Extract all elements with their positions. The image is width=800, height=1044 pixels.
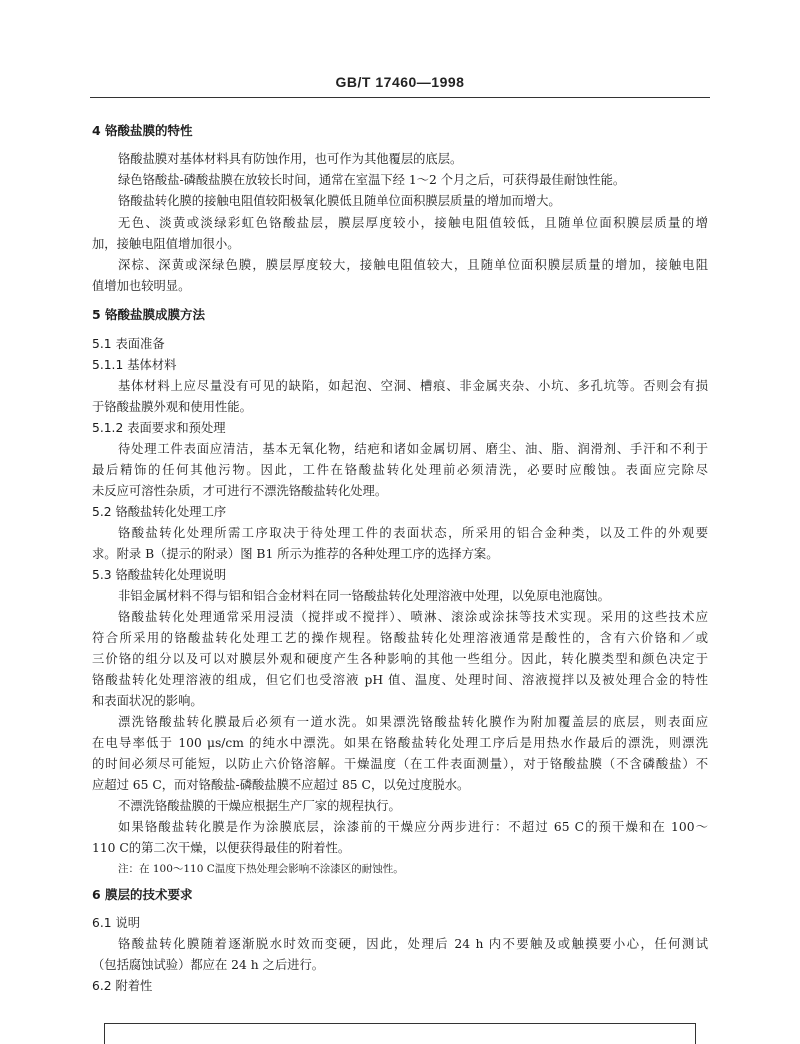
s52-paragraph: 铬酸盐转化处理所需工序取决于待处理工件的表面状态，所采用的铝合金种类，以及工件的外观要 <box>118 526 708 540</box>
s512-paragraph: 未反应可溶性杂质，才可进行不漂洗铬酸盐转化处理。 <box>92 484 388 498</box>
subsection-6-1: 6.1 说明 <box>92 916 141 930</box>
s512-paragraph: 待处理工件表面应清洁，基本无氧化物，结疤和诸如金属切屑、磨尘、油、脂、润滑剂、手汗和不利于 <box>118 442 708 456</box>
s61-paragraph: （包括腐蚀试验）都应在 24 h 之后进行。 <box>92 958 325 972</box>
s53-paragraph: 漂洗铬酸盐转化膜最后必须有一道水洗。如果漂洗铬酸盐转化膜作为附加覆盖层的底层，则表面应 <box>118 715 708 729</box>
section-6-heading: 6 膜层的技术要求 <box>92 887 193 902</box>
section-5-heading: 5 铬酸盐膜成膜方法 <box>92 307 206 322</box>
s61-paragraph: 铬酸盐转化膜随着逐渐脱水时效而变硬，因此，处理后 24 h 内不要触及或触摸要小心，任何测试 <box>118 937 708 951</box>
s53-paragraph: 三价铬的组分以及可以对膜层外观和硬度产生各种影响的其他一些组分。因此，转化膜类型和颜色决定于 <box>92 652 708 666</box>
subsection-5-3: 5.3 铬酸盐转化处理说明 <box>92 568 227 582</box>
s512-paragraph: 最后精饰的任何其他污物。因此，工件在铬酸盐转化处理前必须清洗，必要时应酸蚀。表面应完除尽 <box>92 463 708 477</box>
s511-paragraph: 于铬酸盐膜外观和使用性能。 <box>92 400 252 414</box>
s53-paragraph: 不漂洗铬酸盐膜的干燥应根据生产厂家的规程执行。 <box>118 799 401 813</box>
subsection-6-2: 6.2 附着性 <box>92 979 153 993</box>
s4-paragraph: 铬酸盐转化膜的接触电阻值较阳极氧化膜低且随单位面积膜层质量的增加而增大。 <box>118 194 561 208</box>
s4-paragraph: 深棕、深黄或深绿色膜，膜层厚度较大，接触电阻值较大，且随单位面积膜层质量的增加，接触电阻 <box>118 258 708 272</box>
s53-paragraph: 符合所采用的铬酸盐转化处理工艺的操作规程。铬酸盐转化处理溶液通常是酸性的，含有六价铬和／或 <box>92 631 708 645</box>
s53-paragraph: 在电导率低于 100 μs/cm 的纯水中漂洗。如果在铬酸盐转化处理工序后是用热水作最后的漂洗，则漂洗 <box>92 736 708 750</box>
s4-paragraph: 值增加也较明显。 <box>92 279 191 293</box>
s52-paragraph: 求。附录 B（提示的附录）图 B1 所示为推荐的各种处理工序的选择方案。 <box>92 547 499 561</box>
s511-paragraph: 基体材料上应尽量没有可见的缺陷，如起泡、空洞、槽痕、非金属夹杂、小坑、多孔坑等。否则会有损 <box>118 379 708 393</box>
s53-paragraph: 应超过 65 C，而对铬酸盐-磷酸盐膜不应超过 85 C，以免过度脱水。 <box>92 778 470 792</box>
subsection-5-1: 5.1 表面准备 <box>92 337 165 351</box>
s53-paragraph: 110 C的第二次干燥，以便获得最佳的附着性。 <box>92 841 351 855</box>
s53-paragraph: 和表面状况的影响。 <box>92 694 203 708</box>
subsection-5-1-1: 5.1.1 基体材料 <box>92 358 177 372</box>
subsection-5-2: 5.2 铬酸盐转化处理工序 <box>92 505 227 519</box>
s4-paragraph: 无色、淡黄或淡绿彩虹色铬酸盐层，膜层厚度较小，接触电阻值较低，且随单位面积膜层质量的增 <box>118 216 708 230</box>
s53-paragraph: 铬酸盐转化处理通常采用浸渍（搅拌或不搅拌）、喷淋、滚涂或涂抹等技术实现。采用的这些技术应 <box>118 610 708 624</box>
section-4-heading: 4 铬酸盐膜的特性 <box>92 123 193 138</box>
s4-paragraph: 加，接触电阻值增加很小。 <box>92 237 240 251</box>
subsection-5-1-2: 5.1.2 表面要求和预处理 <box>92 421 226 435</box>
header-rule <box>90 97 710 98</box>
s53-paragraph: 非铝金属材料不得与铝和铝合金材料在同一铬酸盐转化处理溶液中处理，以免原电池腐蚀。 <box>118 589 610 603</box>
s4-paragraph: 铬酸盐膜对基体材料具有防蚀作用，也可作为其他覆层的底层。 <box>118 152 463 166</box>
s53-paragraph: 如果铬酸盐转化膜是作为涂膜底层，涂漆前的干燥应分两步进行：不超过 65 C的预干燥和在 100～ <box>118 820 708 834</box>
standard-number-header: GB/T 17460—1998 <box>335 74 465 90</box>
table-frame <box>104 1023 696 1044</box>
s4-paragraph: 绿色铬酸盐-磷酸盐膜在放较长时间，通常在室温下经 1～2 个月之后，可获得最佳耐蚀性能。 <box>118 173 626 187</box>
s53-paragraph: 铬酸盐转化处理溶液的组成，但它们也受溶液 pH 值、温度、处理时间、溶液搅拌以及被处理合金的特性 <box>92 673 708 687</box>
note: 注：在 100～110 C温度下热处理会影响不涂漆区的耐蚀性。 <box>118 863 404 875</box>
s53-paragraph: 的时间必须尽可能短，以防止六价铬溶解。干燥温度（在工件表面测量），对于铬酸盐膜（不含磷酸盐）不 <box>92 757 708 771</box>
